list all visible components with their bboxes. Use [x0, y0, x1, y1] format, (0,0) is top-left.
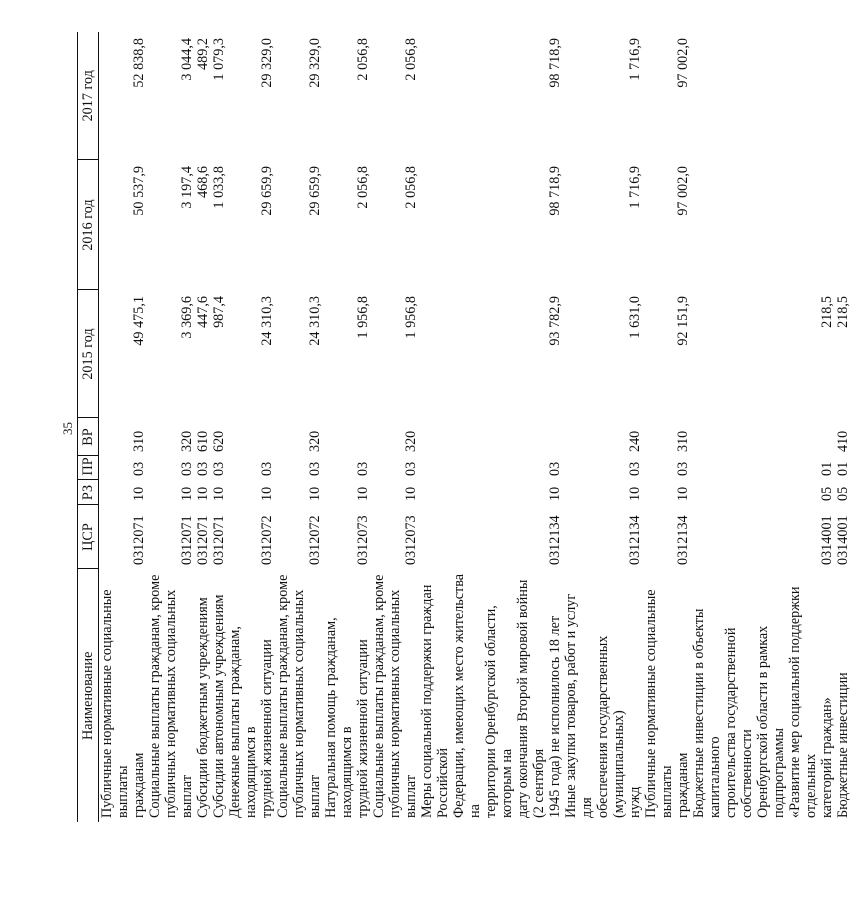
row-name-line: гражданам	[675, 752, 691, 818]
row-name	[419, 569, 563, 822]
row-name	[643, 569, 691, 822]
cell-rz: 10	[627, 486, 643, 501]
row-name	[195, 569, 211, 822]
cell-y2015: 1 956,8	[355, 296, 371, 339]
cell-vr: 240	[627, 430, 643, 452]
cell-y2015: 24 310,3	[259, 296, 275, 346]
row-name-line: Федерации, имеющих место жительства на	[451, 573, 483, 818]
cell-csr: 0312072	[259, 515, 275, 565]
table-row	[227, 32, 275, 822]
cell-y2016: 2 056,8	[403, 166, 419, 209]
cell-vr	[419, 418, 563, 456]
row-name	[323, 569, 371, 822]
cell-vr	[227, 418, 275, 456]
row-name	[563, 569, 643, 822]
cell-y2017: 29 329,0	[259, 38, 275, 88]
cell-rz: 05	[835, 486, 851, 501]
row-name	[691, 569, 835, 822]
table-row	[835, 32, 851, 822]
cell-y2017	[835, 32, 851, 160]
cell-vr: 620	[211, 430, 227, 452]
row-name	[99, 569, 148, 822]
cell-y2016: 2 056,8	[355, 166, 371, 209]
cell-pr: 03	[547, 461, 563, 476]
row-name	[371, 569, 419, 822]
cell-y2016: 3 197,4	[179, 166, 195, 209]
cell-csr: 0312073	[403, 515, 419, 565]
header-name: Наименование	[78, 569, 99, 822]
cell-y2015: 218,5	[819, 296, 835, 328]
cell-rz: 05	[819, 486, 835, 501]
cell-y2017: 2 056,8	[355, 38, 371, 81]
table-header-row	[78, 32, 99, 822]
cell-pr: 03	[627, 461, 643, 476]
cell-pr: 03	[355, 461, 371, 476]
cell-rz: 10	[211, 486, 227, 501]
table-row	[211, 32, 227, 822]
cell-pr: 03	[131, 461, 147, 476]
cell-csr: 0314001	[819, 515, 835, 565]
row-name-line: Бюджетные инвестиции в объекты капитального	[691, 608, 723, 818]
row-name-line: «Развитие мер социальной поддержки отдельных	[787, 586, 819, 818]
cell-vr	[691, 418, 835, 456]
cell-pr: 03	[259, 461, 275, 476]
cell-pr: 03	[307, 461, 323, 476]
row-name-line: Меры социальной поддержки граждан Российской	[419, 584, 451, 818]
cell-rz: 10	[131, 486, 147, 501]
cell-y2015: 1 956,8	[403, 296, 419, 339]
row-name-line: Натуральная помощь гражданам, находящимся в	[323, 617, 355, 818]
cell-rz: 10	[547, 486, 563, 501]
cell-csr: 0312072	[307, 515, 323, 565]
row-name-line: Субсидии бюджетным учреждениям	[195, 597, 211, 818]
cell-rz: 10	[355, 486, 371, 501]
row-name-line: Публичные нормативные социальные выплаты	[99, 589, 131, 818]
header-2015: 2015 год	[78, 290, 99, 418]
cell-y2015: 3 369,6	[179, 296, 195, 339]
header-vr: ВР	[78, 418, 99, 456]
cell-vr: 410	[835, 430, 851, 452]
table-row	[643, 32, 691, 822]
cell-y2017: 97 002,0	[675, 38, 691, 88]
row-name-line: Денежные выплаты гражданам, находящимся в	[227, 626, 259, 818]
cell-y2016: 1 033,8	[211, 166, 227, 209]
rotated-page	[77, 32, 851, 822]
row-name-line: нужд	[627, 786, 643, 818]
table-row	[419, 32, 563, 822]
cell-rz: 10	[403, 486, 419, 501]
row-name-line: публичных нормативных социальных выплат	[291, 589, 323, 818]
table-row	[563, 32, 643, 822]
cell-pr: 03	[675, 461, 691, 476]
budget-table	[77, 32, 851, 822]
cell-csr: 0312071	[179, 515, 195, 565]
cell-csr: 0312134	[547, 515, 563, 565]
row-name	[835, 569, 851, 822]
header-csr: ЦСР	[78, 505, 99, 569]
cell-y2016	[691, 160, 835, 290]
row-name-line: Субсидии автономным учреждениям	[211, 594, 227, 818]
row-name-line: Иные закупки товаров, работ и услуг для	[563, 593, 595, 818]
cell-csr: 0312071	[211, 515, 227, 565]
cell-vr: 610	[195, 430, 211, 452]
row-name-line: 1945 года) не исполнилось 18 лет	[547, 615, 563, 818]
cell-y2017: 1 716,9	[627, 38, 643, 81]
cell-vr: 320	[307, 430, 323, 452]
cell-csr: 0312134	[675, 515, 691, 565]
cell-pr: 03	[179, 461, 195, 476]
table-row	[195, 32, 211, 822]
cell-y2016	[835, 160, 851, 290]
cell-y2016: 50 537,9	[131, 166, 147, 216]
cell-pr: 01	[819, 461, 835, 476]
cell-y2015: 447,6	[195, 296, 211, 328]
cell-vr: 320	[179, 430, 195, 452]
header-2017: 2017 год	[78, 32, 99, 160]
cell-y2016: 29 659,9	[307, 166, 323, 216]
cell-vr	[323, 418, 371, 456]
cell-csr: 0312071	[131, 515, 147, 565]
table-row	[99, 32, 148, 822]
header-2016: 2016 год	[78, 160, 99, 290]
cell-y2017: 3 044,4	[179, 38, 195, 81]
row-name-line: категорий граждан»	[819, 697, 835, 818]
row-name-line: Социальные выплаты гражданам, кроме	[371, 574, 387, 818]
row-name-line: Оренбургской области в рамках подпрограммы	[755, 625, 787, 818]
row-name-line: строительства государственной собственности	[723, 627, 755, 818]
cell-y2015: 987,4	[211, 296, 227, 328]
cell-y2016: 29 659,9	[259, 166, 275, 216]
cell-y2016: 1 716,9	[627, 166, 643, 209]
row-name	[275, 569, 323, 822]
cell-y2015: 93 782,9	[547, 296, 563, 346]
cell-y2015: 1 631,0	[627, 296, 643, 339]
cell-y2016: 468,6	[195, 166, 211, 198]
cell-y2017: 1 079,3	[211, 38, 227, 81]
cell-y2015: 92 151,9	[675, 296, 691, 346]
row-name-line: Публичные нормативные социальные выплаты	[643, 589, 675, 818]
cell-csr: 0312071	[195, 515, 211, 565]
table-row	[147, 32, 195, 822]
row-name-line: Бюджетные инвестиции	[835, 672, 851, 818]
cell-pr: 01	[835, 461, 851, 476]
cell-y2015: 24 310,3	[307, 296, 323, 346]
page-number: 35	[60, 422, 75, 435]
table-row	[323, 32, 371, 822]
table-row	[275, 32, 323, 822]
cell-y2017: 52 838,8	[131, 38, 147, 88]
row-name	[211, 569, 227, 822]
header-pr: ПР	[78, 456, 99, 480]
cell-vr: 320	[403, 430, 419, 452]
cell-rz: 10	[259, 486, 275, 501]
cell-y2017	[691, 32, 835, 160]
cell-y2017: 489,2	[195, 38, 211, 70]
cell-y2016: 98 718,9	[547, 166, 563, 216]
cell-rz: 10	[195, 486, 211, 501]
cell-vr: 310	[131, 430, 147, 452]
row-name-line: трудной жизненной ситуации	[259, 639, 275, 818]
table-body	[99, 32, 851, 822]
row-name-line: Социальные выплаты гражданам, кроме	[147, 574, 163, 818]
row-name-line: обеспечения государственных (муниципальных)	[595, 635, 627, 818]
cell-csr: 0312073	[355, 515, 371, 565]
row-name-line: гражданам	[131, 752, 147, 818]
table-row	[691, 32, 835, 822]
row-name-line: публичных нормативных социальных выплат	[163, 589, 195, 818]
cell-y2015: 49 475,1	[131, 296, 147, 346]
cell-y2015: 218,5	[835, 296, 851, 328]
cell-vr: 310	[675, 430, 691, 452]
row-name-line: публичных нормативных социальных выплат	[387, 589, 419, 818]
row-name	[227, 569, 275, 822]
cell-y2017: 98 718,9	[547, 38, 563, 88]
row-name-line: Социальные выплаты гражданам, кроме	[275, 574, 291, 818]
header-rz: РЗ	[78, 480, 99, 505]
cell-rz: 10	[179, 486, 195, 501]
cell-rz: 10	[675, 486, 691, 501]
cell-csr: 0314001	[835, 515, 851, 565]
row-name-line: трудной жизненной ситуации	[355, 639, 371, 818]
cell-y2017: 2 056,8	[403, 38, 419, 81]
cell-csr: 0312134	[627, 515, 643, 565]
cell-y2017: 29 329,0	[307, 38, 323, 88]
cell-y2016: 97 002,0	[675, 166, 691, 216]
table-row	[371, 32, 419, 822]
cell-pr: 03	[211, 461, 227, 476]
cell-rz: 10	[307, 486, 323, 501]
row-name	[147, 569, 195, 822]
row-name-line: дату окончания Второй мировой войны (2 сентября	[515, 579, 547, 818]
cell-pr: 03	[195, 461, 211, 476]
cell-pr: 03	[403, 461, 419, 476]
row-name-line: территории Оренбургской области, которым на	[483, 605, 515, 818]
